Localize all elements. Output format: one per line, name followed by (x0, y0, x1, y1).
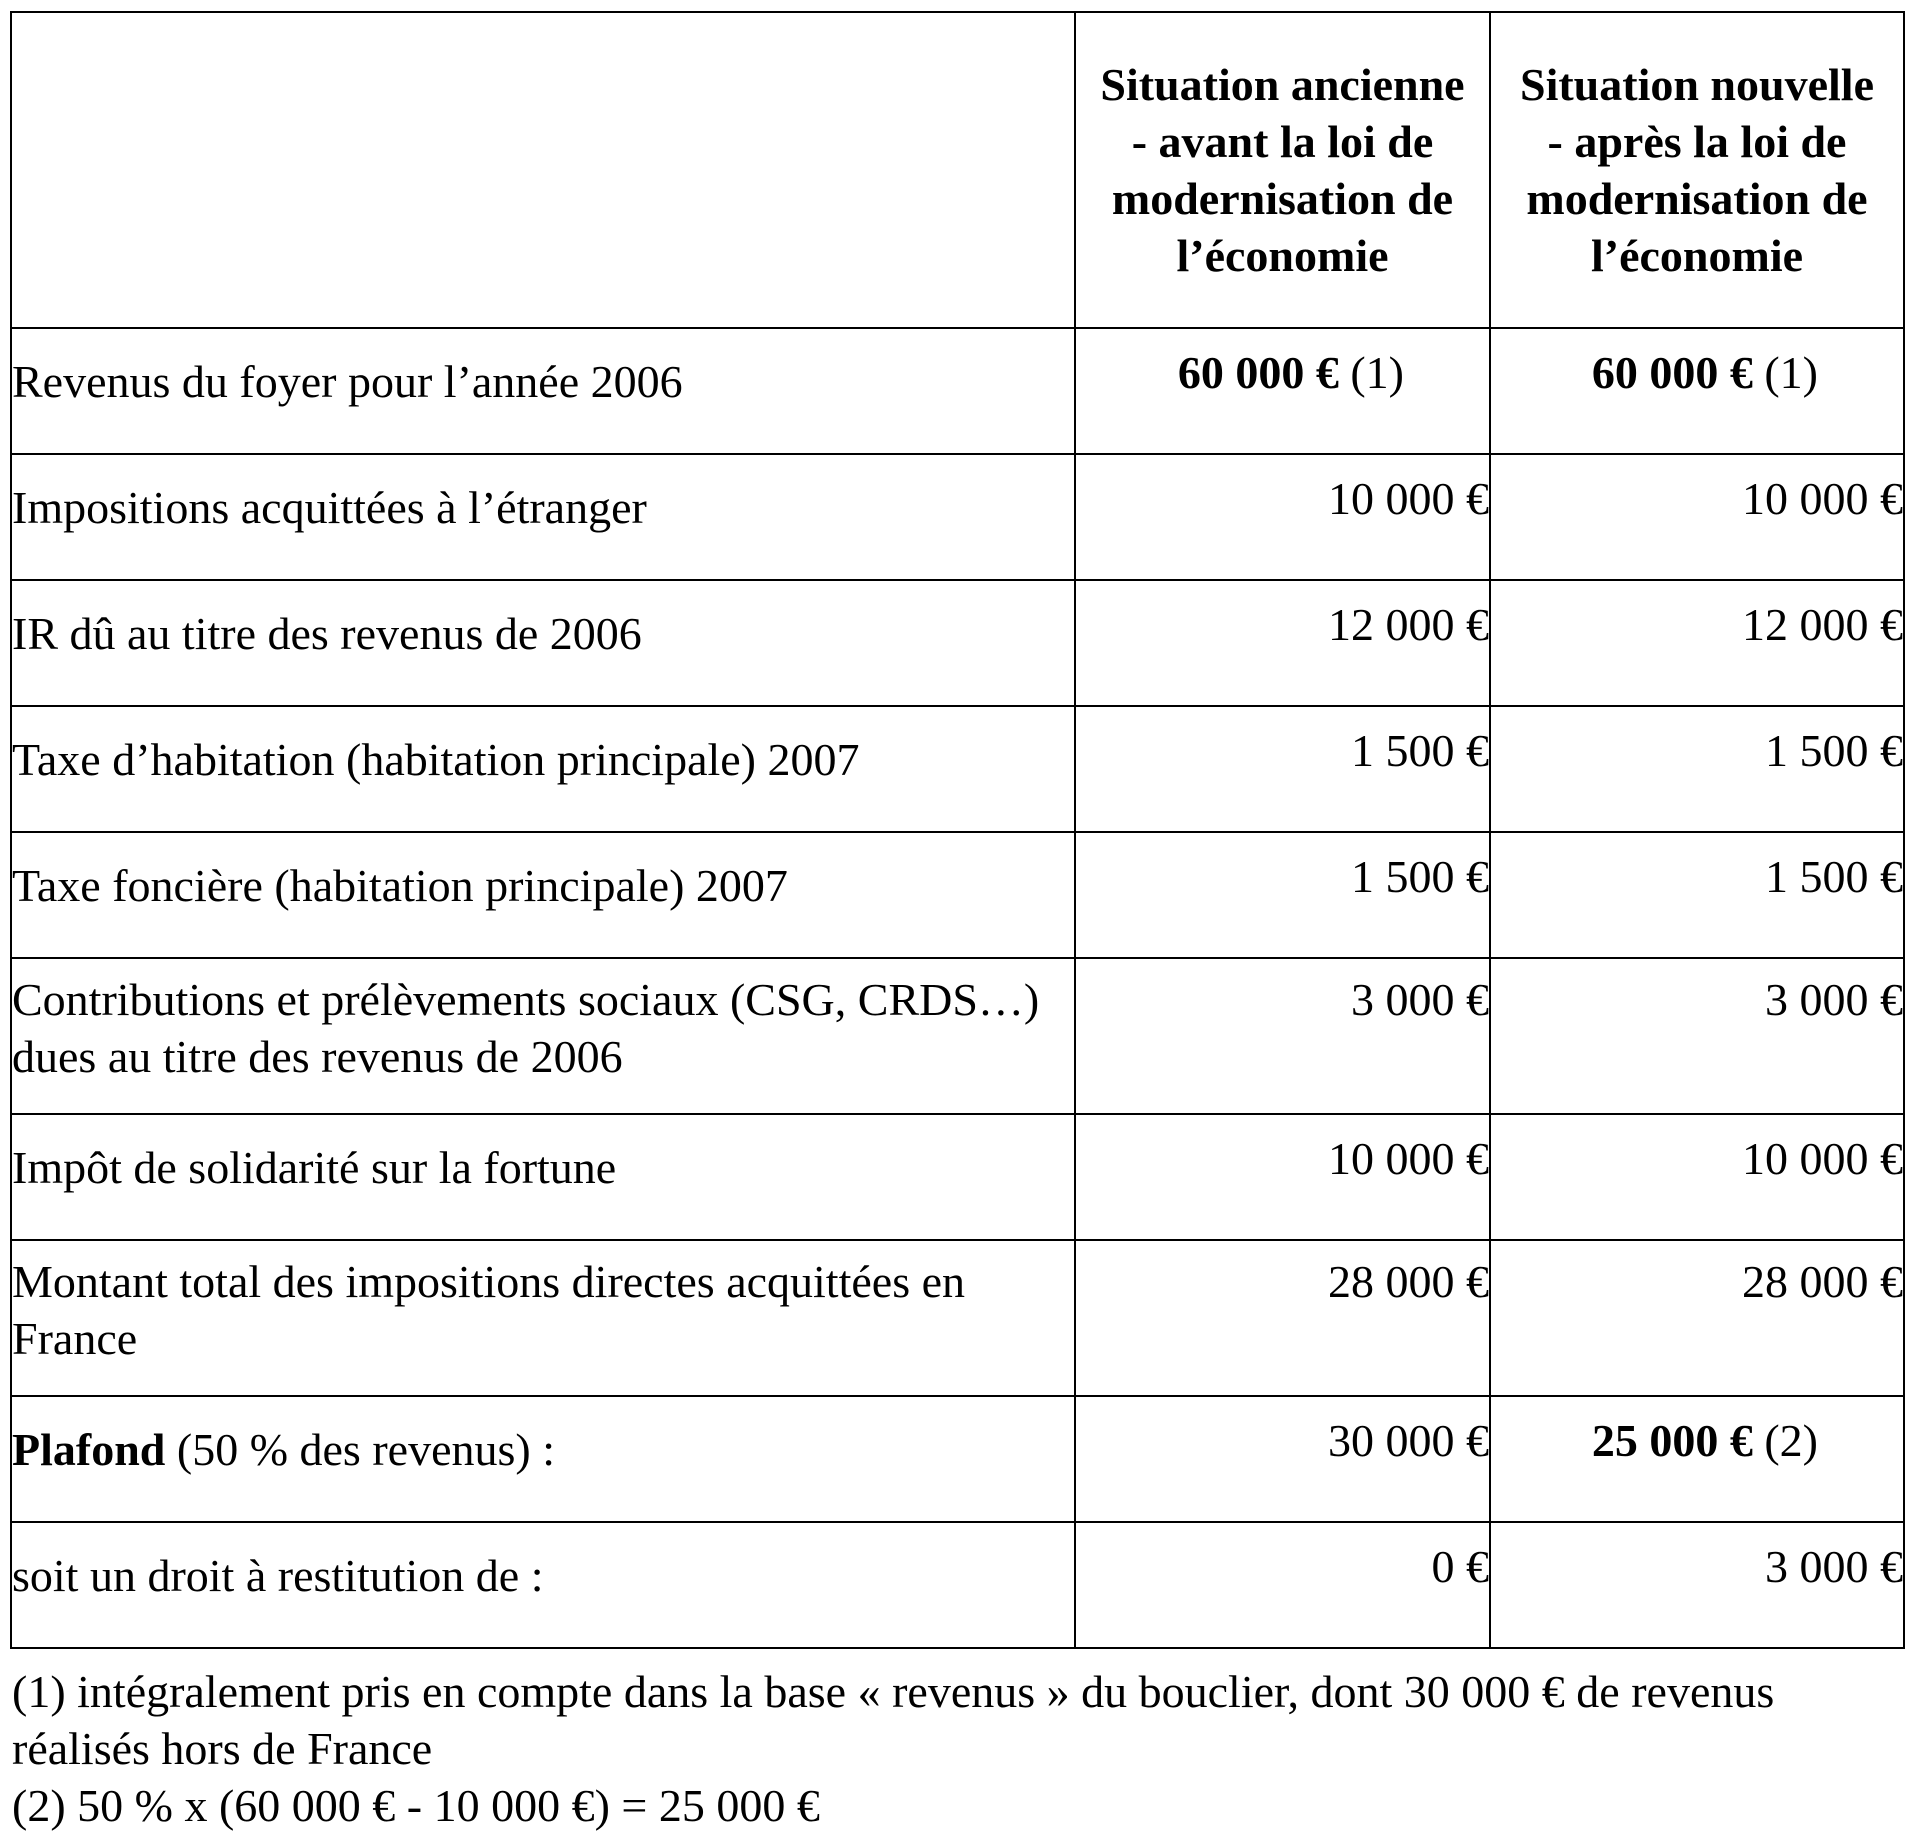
new-value: 1 500 € (1490, 706, 1904, 832)
footnote-ref: (2) (1752, 1415, 1818, 1466)
table-row-refund (11, 1522, 1904, 1648)
footnotes (10, 1663, 1903, 1834)
new-value: 10 000 € (1490, 1114, 1904, 1240)
table-header-row (11, 12, 1904, 328)
footnote-1: (1) intégralement pris en compte dans la base « revenus » du bouclier, dont 30 000 € de revenus réalisés hors de France (12, 1666, 1775, 1774)
new-value: 3 000 € (1490, 1522, 1904, 1648)
row-label: Taxe d’habitation (habitation principale) 2007 (11, 706, 1075, 832)
header-empty-cell (11, 12, 1075, 328)
row-label: Contributions et prélèvements sociaux (CSG, CRDS…) dues au titre des revenus de 2006 (11, 958, 1075, 1114)
new-value: 3 000 € (1490, 958, 1904, 1114)
row-label-bold: Plafond (12, 1424, 166, 1475)
row-label: soit un droit à restitution de : (11, 1522, 1075, 1648)
table-row-foreign-taxes (11, 454, 1904, 580)
table-row-housing-tax (11, 706, 1904, 832)
new-value: 10 000 € (1490, 454, 1904, 580)
old-value: 1 500 € (1075, 706, 1490, 832)
new-value: 25 000 € (1591, 1415, 1753, 1466)
table-row-property-tax (11, 832, 1904, 958)
row-label: Taxe foncière (habitation principale) 2007 (11, 832, 1075, 958)
row-label (11, 1396, 1075, 1522)
new-value: 1 500 € (1490, 832, 1904, 958)
new-value-cell (1490, 1396, 1904, 1522)
old-value: 0 € (1075, 1522, 1490, 1648)
row-label-rest: (50 % des revenus) : (165, 1424, 555, 1475)
new-value: 60 000 € (1591, 347, 1753, 398)
new-value-cell (1490, 328, 1904, 454)
footnote-2: (2) 50 % x (60 000 € - 10 000 €) = 25 000 € (12, 1780, 820, 1831)
table-row-household-income (11, 328, 1904, 454)
new-value: 12 000 € (1490, 580, 1904, 706)
row-label: Revenus du foyer pour l’année 2006 (11, 328, 1075, 454)
table-row-wealth-tax (11, 1114, 1904, 1240)
old-value-cell (1075, 328, 1490, 454)
table-row-total-direct-taxes (11, 1240, 1904, 1396)
old-value: 28 000 € (1075, 1240, 1490, 1396)
old-value: 1 500 € (1075, 832, 1490, 958)
old-value: 12 000 € (1075, 580, 1490, 706)
old-value: 60 000 € (1177, 347, 1339, 398)
row-label: Impositions acquittées à l’étranger (11, 454, 1075, 580)
row-label: Impôt de solidarité sur la fortune (11, 1114, 1075, 1240)
old-value: 30 000 € (1075, 1396, 1490, 1522)
tax-shield-comparison-table (10, 11, 1905, 1649)
old-value: 3 000 € (1075, 958, 1490, 1114)
old-value: 10 000 € (1075, 454, 1490, 580)
footnote-ref: (1) (1752, 347, 1818, 398)
row-label: Montant total des impositions directes acquittées en France (11, 1240, 1075, 1396)
header-new-situation: Situation nouvelle - après la loi de modernisation de l’économie (1490, 12, 1904, 328)
footnote-ref: (1) (1338, 347, 1404, 398)
old-value: 10 000 € (1075, 1114, 1490, 1240)
header-old-situation: Situation ancienne - avant la loi de modernisation de l’économie (1075, 12, 1490, 328)
table-row-social-contributions (11, 958, 1904, 1114)
document (10, 11, 1903, 1834)
row-label: IR dû au titre des revenus de 2006 (11, 580, 1075, 706)
new-value: 28 000 € (1490, 1240, 1904, 1396)
table-row-ceiling (11, 1396, 1904, 1522)
table-row-income-tax (11, 580, 1904, 706)
